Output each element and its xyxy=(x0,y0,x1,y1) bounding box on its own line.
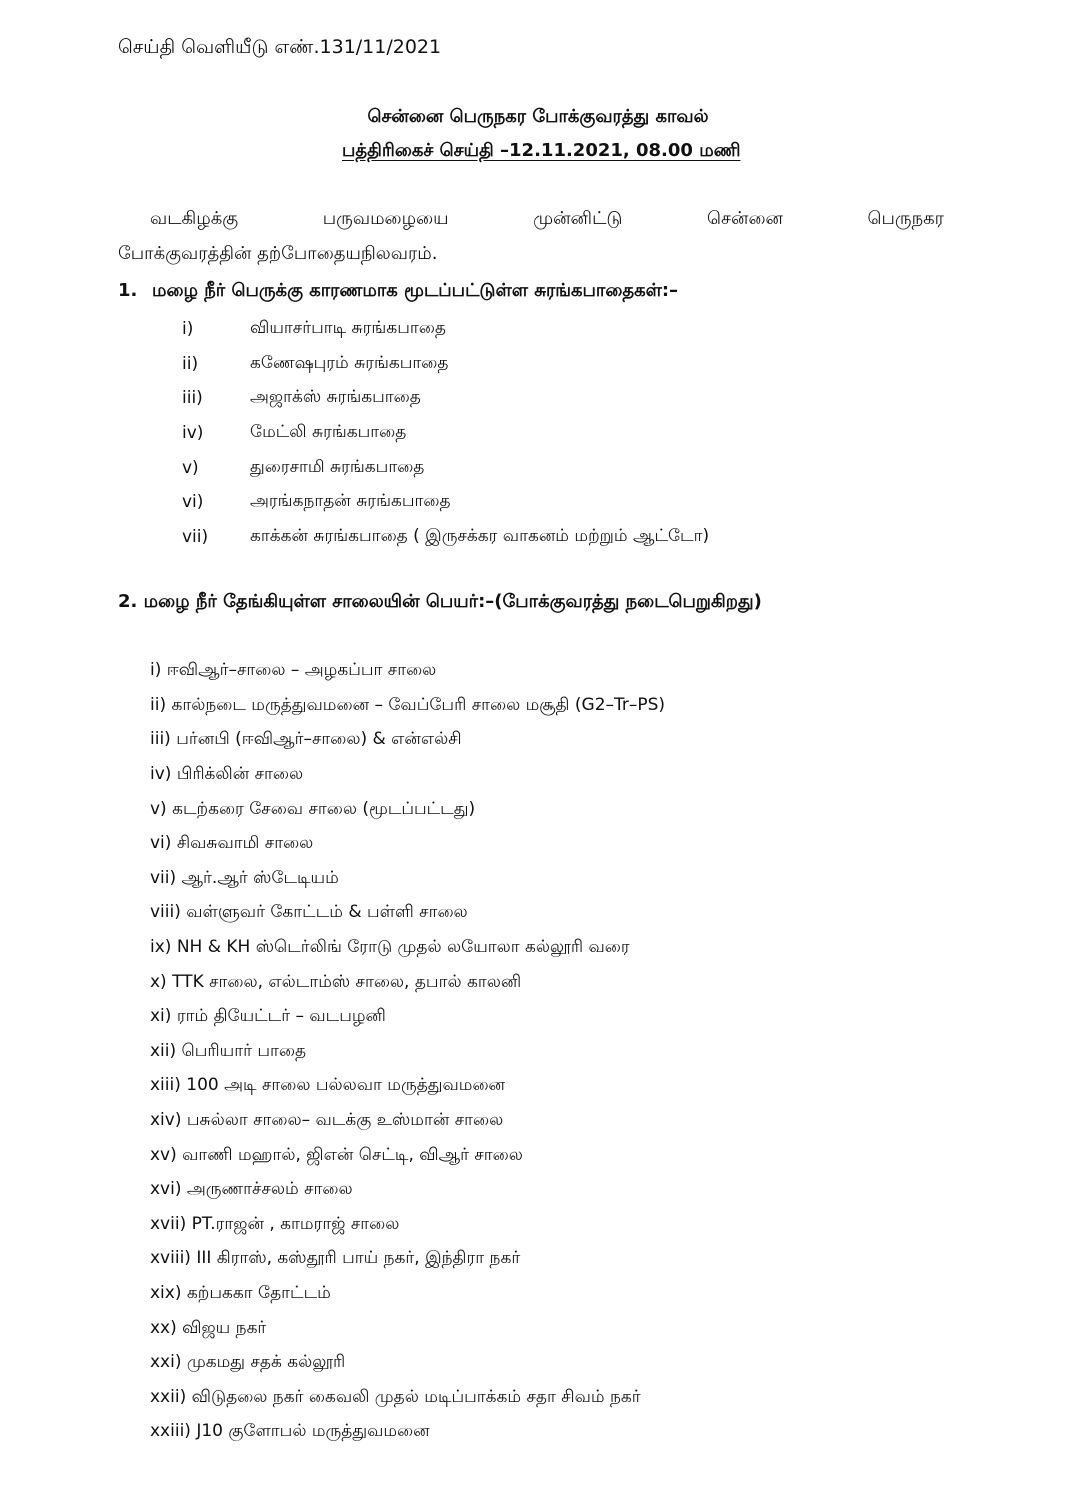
list-item: iii) பர்னபி (ஈவிஆர்–சாலை) & என்எல்சி xyxy=(150,729,462,750)
list-text: கணேஷபுரம் சுரங்கபாதை xyxy=(250,352,449,373)
list-item: xvi) அருணாச்சலம் சாலை xyxy=(150,1179,353,1200)
list-item: v) கடற்கரை சேவை சாலை (மூடப்பட்டது) xyxy=(150,798,476,819)
press-release-date: பத்திரிகைச் செய்தி –12.11.2021, 08.00 மணி xyxy=(342,140,741,161)
list-text: மேட்லி சுரங்கபாதை xyxy=(250,422,407,443)
page-title: சென்னை பெருநகர போக்குவரத்து காவல் xyxy=(367,106,709,127)
list-item: xx) விஜய நகர் xyxy=(150,1317,267,1338)
release-number: செய்தி வெளியீடு எண்.131/11/2021 xyxy=(118,36,442,58)
list-item xyxy=(182,485,709,520)
list-item: ii) கால்நடை மருத்துவமனை – வேப்பேரி சாலை மசூதி (G2–Tr–PS) xyxy=(150,694,666,715)
list-item: xix) கற்பககா தோட்டம் xyxy=(150,1282,331,1303)
intro-line-2: போக்குவரத்தின் தற்போதையநிலவரம். xyxy=(118,243,438,264)
closed-subways-list xyxy=(182,312,709,554)
list-item: xvii) PT.ராஜன் , காமராஜ் சாலை xyxy=(150,1213,400,1234)
waterlogged-roads-list xyxy=(150,654,665,1450)
list-numeral: vi) xyxy=(182,492,204,513)
list-numeral: iii) xyxy=(182,388,203,409)
list-item xyxy=(182,312,709,347)
list-text: வியாசர்பாடி சுரங்கபாதை xyxy=(250,318,446,339)
list-item: xii) பெரியார் பாதை xyxy=(150,1040,307,1061)
list-numeral: iv) xyxy=(182,423,204,444)
list-item: vii) ஆர்.ஆர் ஸ்டேடியம் xyxy=(150,867,339,888)
intro-word: பெருநகர xyxy=(867,208,944,229)
list-text: துரைசாமி சுரங்கபாதை xyxy=(250,456,425,477)
list-item xyxy=(182,381,709,416)
list-item: viii) வள்ளுவர் கோட்டம் & பள்ளி சாலை xyxy=(150,902,468,923)
list-item xyxy=(182,450,709,485)
list-numeral: vii) xyxy=(182,526,209,547)
list-item: vi) சிவசுவாமி சாலை xyxy=(150,833,314,854)
intro-word: முன்னிட்டு xyxy=(533,208,623,229)
list-item xyxy=(182,347,709,382)
list-text: அரங்கநாதன் சுரங்கபாதை xyxy=(250,491,451,512)
list-item xyxy=(182,416,709,451)
list-numeral: v) xyxy=(182,457,199,478)
section1-title: மழை நீர் பெருக்கு காரணமாக மூடப்பட்டுள்ள சுரங்கபாதைகள்:– xyxy=(152,280,679,301)
list-item: xv) வாணி மஹால், ஜிஎன் செட்டி, விஆர் சாலை xyxy=(150,1144,523,1165)
list-item: x) TTK சாலை, எல்டாம்ஸ் சாலை, தபால் காலனி xyxy=(150,971,522,992)
section2-heading: 2. மழை நீர் தேங்கியுள்ள சாலையின் பெயர்:–(போக்குவரத்து நடைபெறுகிறது) xyxy=(118,591,762,612)
list-item: xi) ராம் தியேட்டர் – வடபழனி xyxy=(150,1006,386,1027)
intro-word: பருவமழையை xyxy=(322,208,449,229)
list-numeral: ii) xyxy=(182,353,199,374)
list-text: அஜாக்ஸ் சுரங்கபாதை xyxy=(250,387,421,408)
list-numeral: i) xyxy=(182,319,194,340)
list-item: i) ஈவிஆர்–சாலை – அழகப்பா சாலை xyxy=(150,660,437,681)
list-item xyxy=(182,520,709,555)
intro-line xyxy=(150,208,944,231)
list-item: xxi) முகமது சதக் கல்லூரி xyxy=(150,1352,346,1373)
list-item: xxii) விடுதலை நகர் கைவலி முதல் மடிப்பாக்கம் சதா சிவம் நகர் xyxy=(150,1386,641,1407)
list-item: xiv) பசுல்லா சாலை– வடக்கு உஸ்மான் சாலை xyxy=(150,1110,504,1131)
list-item: xviii) III கிராஸ், கஸ்தூரி பாய் நகர், இந்திரா நகர் xyxy=(150,1248,521,1269)
list-item: ix) NH & KH ஸ்டெர்லிங் ரோடு முதல் லயோலா கல்லூரி வரை xyxy=(150,937,630,958)
list-text: காக்கன் சுரங்கபாதை ( இருசக்கர வாகனம் மற்றும் ஆட்டோ) xyxy=(250,525,710,546)
intro-word: வடகிழக்கு xyxy=(150,208,239,229)
list-item: xiii) 100 அடி சாலை பல்லவா மருத்துவமனை xyxy=(150,1075,506,1096)
section1-number: 1. xyxy=(118,280,138,301)
intro-word: சென்னை xyxy=(707,208,783,229)
list-item: iv) பிரிக்லின் சாலை xyxy=(150,764,304,785)
section1-heading xyxy=(118,280,678,303)
list-item: xxiii) J10 குளோபல் மருத்துவமனை xyxy=(150,1421,430,1442)
